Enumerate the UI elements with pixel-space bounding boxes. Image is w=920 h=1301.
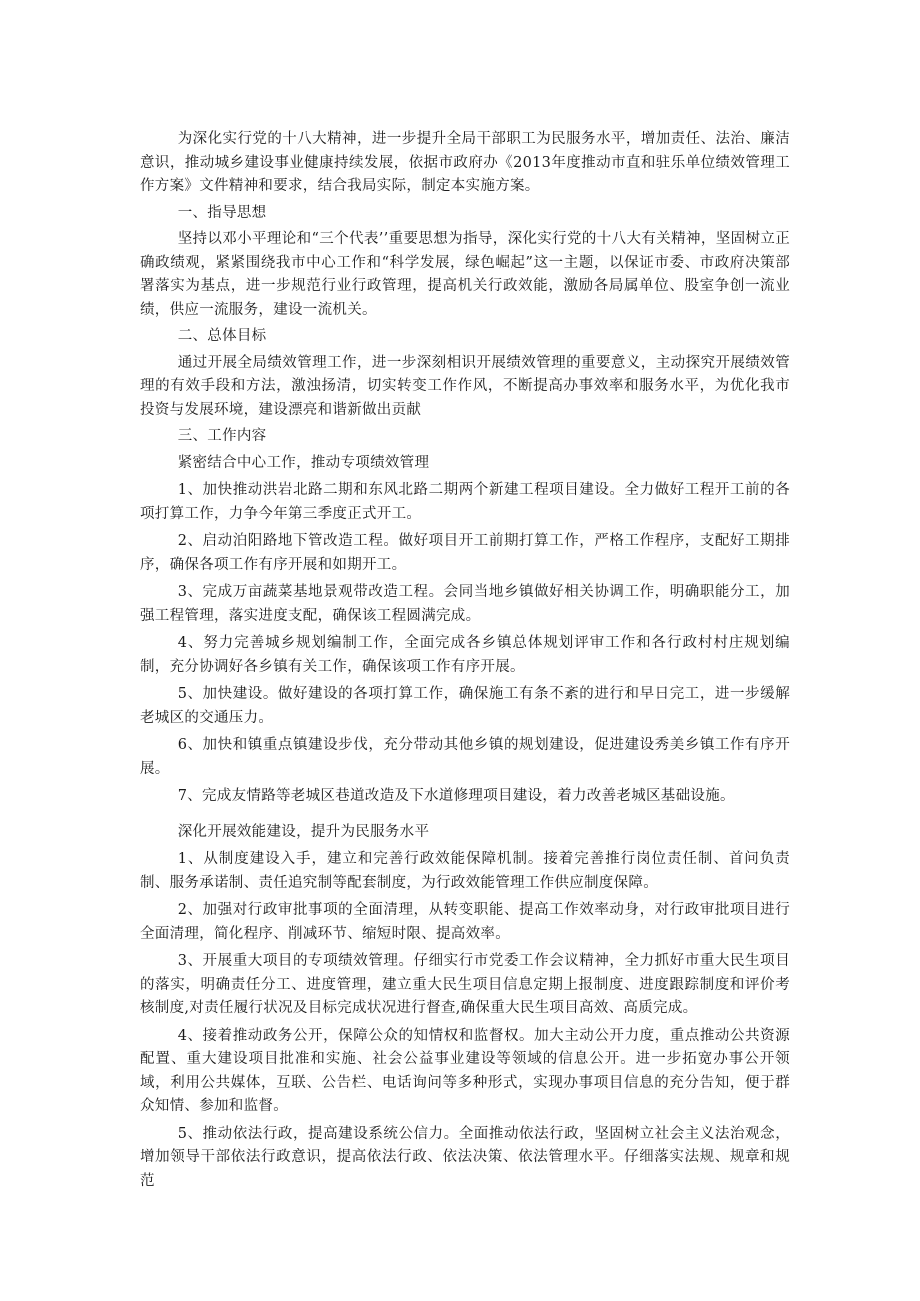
section-body-guiding-ideology: 坚持以邓小平理论和“三个代表’’重要思想为指导，深化实行党的十八大有关精神，坚固树立正确政绩观，紧紧围绕我市中心工作和“科学发展，绿色崛起”这一主题，以保证市委、市政府决策部署落实为基点，进一步规范行业行政管理，提高机关行政效能，激励各局属单位、股室争创一流业绩，供应一流服务，建设一流机关。 <box>140 231 790 318</box>
document-body <box>140 128 790 1193</box>
list-item: 5、加快建设。做好建设的各项打算工作，确保施工有条不紊的进行和早日完工，进一步缓解老城区的交通压力。 <box>140 686 790 726</box>
list-item: 4、努力完善城乡规划编制工作，全面完成各乡镇总体规划评审工作和各行政村村庄规划编制，充分协调好各乡镇有关工作，确保该项工作有序开展。 <box>140 635 790 675</box>
list-item: 2、启动泊阳路地下管改造工程。做好项目开工前期打算工作，严格工作程序，支配好工期排序，确保各项工作有序开展和如期开工。 <box>140 533 790 573</box>
intro-paragraph: 为深化实行党的十八大精神，进一步提升全局干部职工为民服务水平，增加责任、法治、廉洁意识，推动城乡建设事业健康持续发展，依据市政府办《2013年度推动市直和驻乐单位绩效管理工作方案》文件精神和要求，结合我局实际，制定本实施方案。 <box>140 131 790 194</box>
section-body-overall-goal: 通过开展全局绩效管理工作，进一步深刻相识开展绩效管理的重要意义，主动探究开展绩效管理的有效手段和方法，激浊扬清，切实转变工作作风，不断提高办事效率和服务水平，为优化我市投资与发展环境，建设漂亮和谐新做出贡献 <box>140 354 790 418</box>
section-heading-guiding-ideology: 一、指导思想 <box>177 204 267 221</box>
list-item: 6、加快和镇重点镇建设步伐，充分带动其他乡镇的规划建设，促进建设秀美乡镇工作有序开展。 <box>140 737 790 777</box>
list-item: 5、推动依法行政，提高建设系统公信力。全面推动依法行政，坚固树立社会主义法治观念，增加领导干部依法行政意识，提高依法行政、依法决策、依法管理水平。仔细落实法规、规章和规范 <box>140 1125 790 1189</box>
list-item: 7、完成友情路等老城区巷道改造及下水道修理项目建设，着力改善老城区基础设施。 <box>177 788 735 804</box>
subsection-heading-efficiency: 深化开展效能建设，提升为民服务水平 <box>177 823 430 840</box>
list-item: 2、加强对行政审批事项的全面清理，从转变职能、提高工作效率动身，对行政审批项目进行全面清理，简化程序、削减环节、缩短时限、提高效率。 <box>140 902 790 942</box>
list-item: 3、开展重大项目的专项绩效管理。仔细实行市党委工作会议精神，全力抓好市重大民生项目的落实，明确责任分工、进度管理，建立重大民生项目信息定期上报制度、进度跟踪制度和评价考核制度,对责任履行状况及目标完成状况进行督查,确保重大民生项目高效、高质完成。 <box>140 953 790 1016</box>
list-item: 1、加快推动洪岩北路二期和东风北路二期两个新建工程项目建设。全力做好工程开工前的各项打算工作，力争今年第三季度正式开工。 <box>140 482 790 522</box>
list-item: 3、完成万亩蔬菜基地景观带改造工程。会同当地乡镇做好相关协调工作，明确职能分工，加强工程管理，落实进度支配，确保该工程圆满完成。 <box>140 584 790 624</box>
section-heading-work-content: 三、工作内容 <box>177 428 267 444</box>
subsection-heading-central-work: 紧密结合中心工作，推动专项绩效管理 <box>177 454 430 471</box>
list-item: 1、从制度建设入手，建立和完善行政效能保障机制。接着完善推行岗位责任制、首问负责制、服务承诺制、责任追究制等配套制度，为行政效能管理工作供应制度保障。 <box>140 851 790 891</box>
section-heading-overall-goal: 二、总体目标 <box>177 328 267 344</box>
list-item: 4、接着推动政务公开，保障公众的知情权和监督权。加大主动公开力度，重点推动公共资源配置、重大建设项目批准和实施、社会公益事业建设等领域的信息公开。进一步拓宽办事公开领域，利用公共媒体，互联、公告栏、电话询问等多种形式，实现办事项目信息的充分告知，便于群众知情、参加和监督。 <box>140 1027 790 1114</box>
